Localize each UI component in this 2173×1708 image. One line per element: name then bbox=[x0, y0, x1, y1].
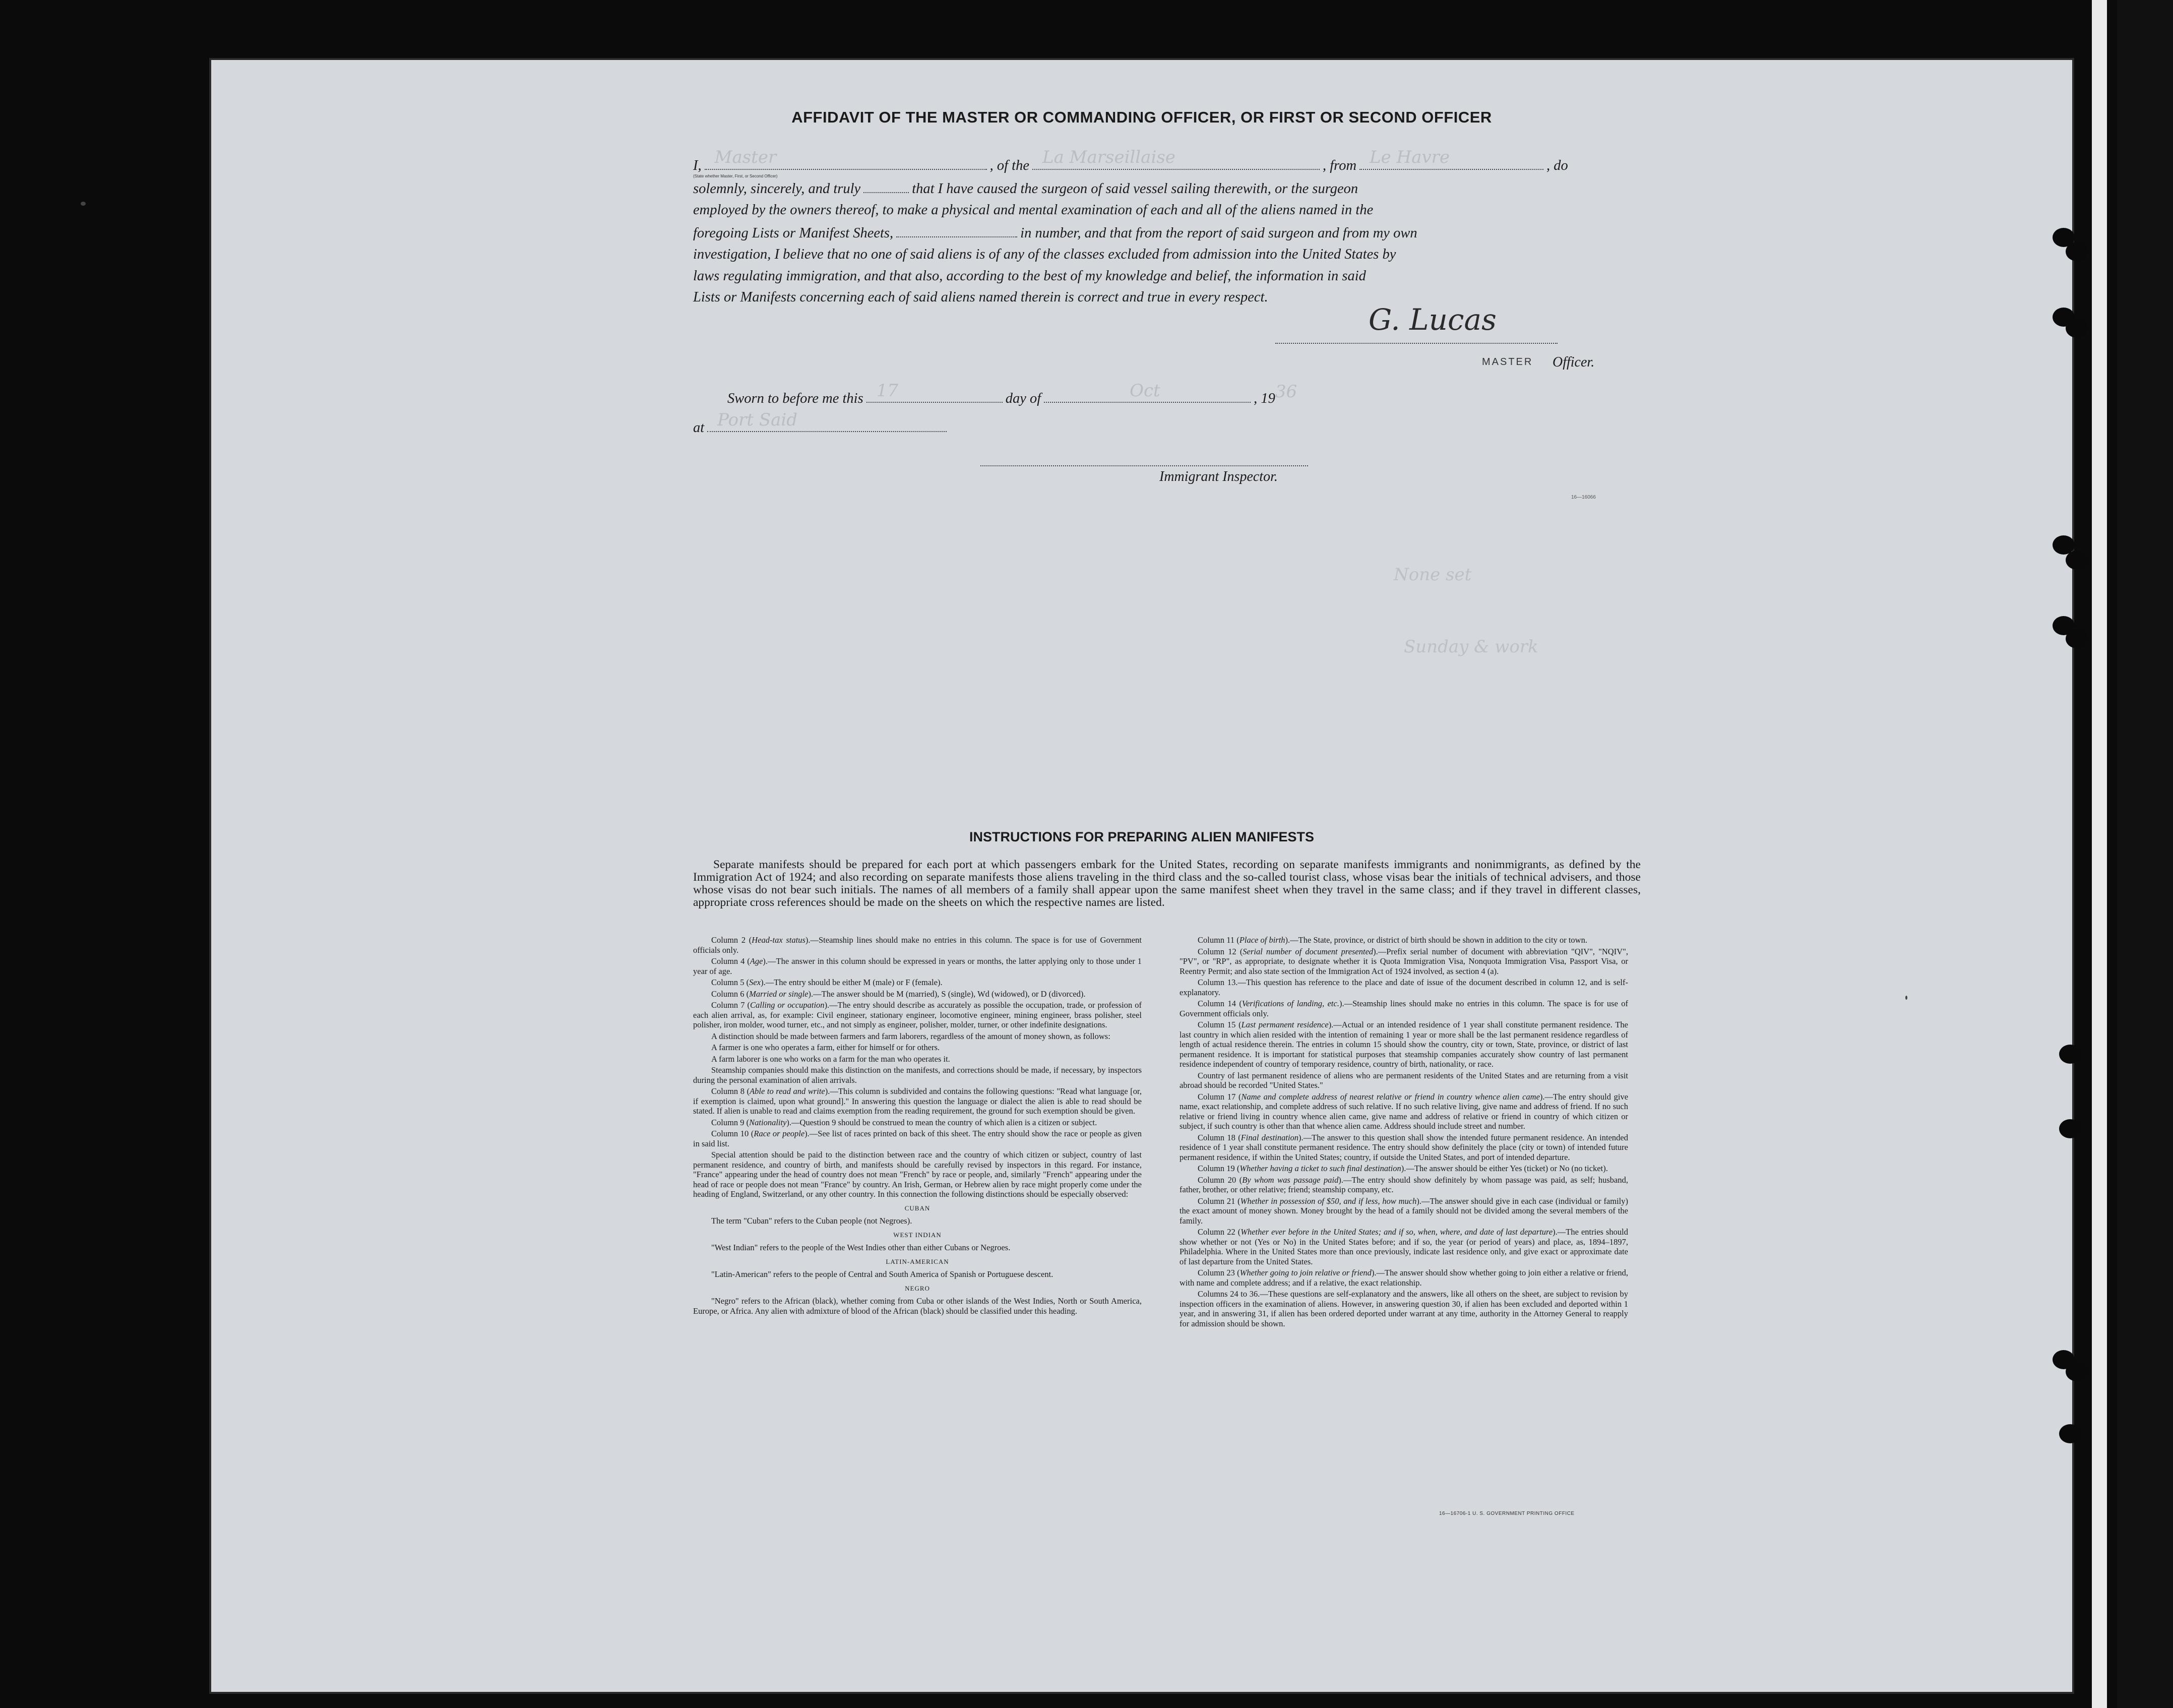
port-field bbox=[1359, 147, 1543, 170]
punch-hole bbox=[2059, 1424, 2081, 1443]
column-instruction bbox=[693, 956, 1142, 976]
column-text: ).—Question 9 should be construed to mean the country of which alien is a citizen or subject. bbox=[786, 1117, 1097, 1127]
column-text: ).—The entry should be either M (male) or F (female). bbox=[761, 978, 943, 987]
affidavit-line-2 bbox=[693, 177, 1641, 200]
scan-edge-stripe bbox=[2092, 0, 2107, 1708]
rank-handwriting: Master bbox=[714, 147, 777, 167]
sworn-text: Sworn to before me this bbox=[727, 391, 863, 406]
column-instruction bbox=[1179, 935, 1628, 945]
column-label: Head-tax status bbox=[752, 935, 805, 945]
dust-speck bbox=[81, 202, 86, 206]
manifest-page bbox=[209, 58, 2074, 1694]
affidavit-line-2-rest: that I have caused the surgeon of said vessel sailing therewith, or the surgeon bbox=[912, 180, 1358, 197]
affidavit-i: I, bbox=[693, 158, 702, 173]
port-handwriting: Le Havre bbox=[1370, 147, 1450, 167]
column-text: ).—Prefix serial number of document with abbreviation "QIV", "NQIV", "PV", or "RP", as appropriate, to designate whether it is Quota Immigration Visa, Nonquota Immigration Visa, Passport Visa, or Reentry Permit; and also state section of the Immigration Act of 1924 involved, as section 4 (a). bbox=[1179, 946, 1628, 976]
column-text: ).—The answer should give in each case (individual or family) the exact amount of money shown. Money brought by the head of a family should not be divided among the several members of the family. bbox=[1179, 1196, 1629, 1226]
column-label: Whether going to join relative or friend bbox=[1239, 1268, 1372, 1277]
sworn-line bbox=[727, 381, 1300, 407]
vessel-handwriting: La Marseillaise bbox=[1042, 147, 1175, 167]
instruction-paragraph: "Latin-American" refers to the people of Central and South America of Spanish or Portuguese descent. bbox=[711, 1269, 1053, 1279]
pencil-note-2: Sunday & work bbox=[1404, 637, 1538, 657]
column-instruction bbox=[1179, 1175, 1628, 1195]
column-lead: Column 9 ( bbox=[711, 1117, 750, 1127]
punch-hole bbox=[2066, 242, 2088, 261]
column-lead: Column 7 ( bbox=[711, 1000, 750, 1010]
day-of-text: day of bbox=[1005, 391, 1041, 406]
column-instruction bbox=[1179, 999, 1628, 1018]
at-line bbox=[693, 410, 950, 436]
column-text: ).—The answer should be M (married), S (single), Wd (widowed), or D (divorced). bbox=[808, 989, 1086, 999]
year-prefix: , 19 bbox=[1254, 391, 1275, 406]
column-label: Able to read and write bbox=[750, 1086, 825, 1096]
instructions-left-column bbox=[693, 935, 1142, 1317]
column-lead: Column 22 ( bbox=[1198, 1227, 1241, 1237]
column-lead: Column 2 ( bbox=[711, 935, 752, 945]
instruction-paragraph: A farmer is one who operates a farm, either for himself or for others. bbox=[711, 1043, 940, 1052]
instruction-paragraph: "West Indian" refers to the people of the West Indies other than either Cubans or Negroes. bbox=[711, 1243, 1011, 1252]
column-text: ).—The answer should be either Yes (ticket) or No (no ticket). bbox=[1401, 1164, 1608, 1173]
column-instruction bbox=[1179, 1020, 1628, 1069]
column-label: Name and complete address of nearest relative or friend in country whence alien came bbox=[1241, 1091, 1540, 1102]
affidavit-line-4 bbox=[693, 221, 1641, 245]
column-instruction bbox=[1179, 1196, 1628, 1226]
column-lead: Column 18 ( bbox=[1198, 1132, 1241, 1142]
section-heading: LATIN-AMERICAN bbox=[886, 1257, 949, 1265]
column-instruction bbox=[693, 1000, 1142, 1030]
month-handwriting: Oct bbox=[1130, 381, 1160, 401]
officer-word: Officer. bbox=[1553, 354, 1595, 370]
affidavit-title: AFFIDAVIT OF THE MASTER OR COMMANDING OFFICER, OR FIRST OR SECOND OFFICER bbox=[791, 108, 1492, 126]
column-lead: Column 11 ( bbox=[1198, 935, 1239, 945]
column-lead: Column 17 ( bbox=[1198, 1091, 1241, 1102]
form-code: 16—16066 bbox=[1571, 495, 1596, 500]
instruction-paragraph: The term "Cuban" refers to the Cuban people (not Negroes). bbox=[711, 1216, 912, 1226]
punch-hole bbox=[2066, 319, 2088, 338]
place-field bbox=[707, 410, 947, 432]
column-instruction bbox=[693, 1129, 1142, 1148]
vessel-field bbox=[1032, 147, 1320, 170]
place-handwriting: Port Said bbox=[717, 410, 798, 430]
affidavit-line-7: Lists or Manifests concerning each of said aliens named therein is correct and true in every respect. bbox=[693, 289, 1268, 305]
column-label: Sex bbox=[749, 978, 761, 987]
instructions-title: INSTRUCTIONS FOR PREPARING ALIEN MANIFESTS bbox=[969, 829, 1315, 844]
column-instruction bbox=[693, 989, 1142, 999]
affidavit-of-the: , of the bbox=[989, 158, 1029, 173]
affidavit-do: , do bbox=[1546, 158, 1568, 173]
instruction-paragraph: A farm laborer is one who works on a farm for the man who operates it. bbox=[711, 1054, 950, 1064]
column-label: Married or single bbox=[749, 989, 809, 999]
column-instruction bbox=[693, 1086, 1142, 1116]
instruction-paragraph: Column 13.—This question has reference to the place and date of issue of the document described in column 12, and is self-explanatory. bbox=[1179, 978, 1628, 997]
column-lead: Column 5 ( bbox=[711, 978, 750, 987]
column-text: ).—The entry should show definitely by whom passage was paid, as self; husband, father, brother, or other relative; friend; steamship company, etc. bbox=[1179, 1175, 1628, 1194]
column-text: ).—This column is subdivided and contains the following questions: "Read what language [or, if exemption is claimed, upon what ground]." In answering this question the language or dialect the alien is able to read should be stated. If alien is unable to read and claims exemption from the reading requirement, the ground for such exemption should be given. bbox=[693, 1086, 1142, 1116]
year-handwriting: 36 bbox=[1275, 382, 1297, 402]
rank-field bbox=[705, 147, 987, 170]
affidavit-line-1 bbox=[693, 147, 1641, 177]
affidavit-line-4-rest: in number, and that from the report of said surgeon and from my own bbox=[1020, 225, 1417, 241]
at-text: at bbox=[693, 420, 705, 436]
column-text: ).—The answer should show whether going to join either a relative or friend, with name and complete address; and if a relative, the exact relationship. bbox=[1179, 1268, 1628, 1288]
inspector-label: Immigrant Inspector. bbox=[1159, 469, 1278, 484]
officer-signature: G. Lucas bbox=[1369, 302, 1497, 337]
affidavit-line-5: investigation, I believe that no one of said aliens is of any of the classes excluded from admission into the United States by bbox=[693, 247, 1396, 262]
section-heading: NEGRO bbox=[905, 1284, 930, 1292]
punch-hole bbox=[2059, 1045, 2081, 1064]
column-instruction bbox=[1179, 1164, 1628, 1174]
instruction-paragraph: Columns 24 to 36.—These questions are self-explanatory and the answers, like all others on the sheet, are subject to revision by inspection officers in the examination of aliens. However, in answering question 30, if alien has been excluded and deported within 1 year, and in answering 31, if alien has been ordered deported under warrant at any time, authority in the Attorney General to reapply for admission should be shown. bbox=[1179, 1289, 1628, 1328]
instructions-right-column bbox=[1179, 935, 1628, 1330]
affidavit-from: , from bbox=[1323, 158, 1357, 173]
affidavit-line-3: employed by the owners thereof, to make a physical and mental examination of each and all of the aliens named in the bbox=[693, 202, 1374, 218]
column-label: Whether in possession of $50, and if less, how much bbox=[1240, 1196, 1417, 1206]
punch-hole bbox=[2059, 1119, 2081, 1138]
column-text: ).—Steamship lines should make no entries in this column. The space is for use of Government officials only. bbox=[693, 935, 1142, 955]
instruction-paragraph: Special attention should be paid to the distinction between race and the country of which citizen or subject, country of last permanent residence, and country of birth, and manifests should be carefully revised by inspectors in this regard. For instance, "France" appearing under the head of country does not mean "French" by race or people, and, similarly "French" appearing under the head of race or people does not mean "France" by country. An Irish, German, or Hebrew alien by race might properly come under the heading of England, Switzerland, or any other country. In this connection the following distinctions should be especially observed: bbox=[693, 1150, 1142, 1199]
day-field bbox=[866, 381, 1003, 403]
column-label: Nationality bbox=[749, 1117, 787, 1127]
column-text: ).—The entries should show whether or not (Yes or No) in the United States before; and if so, the year (or period of years) and place, as, 1894–1897, Philadelphia. Where in the United States more than once previously, indicate last residence only, and give exact or approximate date of last departure from the United States. bbox=[1179, 1227, 1628, 1266]
column-lead: Column 14 ( bbox=[1198, 999, 1242, 1008]
punch-hole bbox=[2066, 629, 2088, 648]
affidavit-line-6: laws regulating immigration, and that also, according to the best of my knowledge and belief, the information in said bbox=[693, 268, 1366, 284]
officer-signature-line bbox=[1275, 343, 1558, 344]
column-label: Last permanent residence bbox=[1241, 1020, 1329, 1029]
column-lead: Column 21 ( bbox=[1198, 1196, 1240, 1206]
pencil-note-1: None set bbox=[1394, 565, 1472, 585]
column-text: ).—Actual or an intended residence of 1 year shall constitute permanent residence. The last country in which alien resided with the intention of remaining 1 year or more shall be the last permanent residence regardless of length of actual residence therein. The entries in column 15 should show the country, city or town, State, province, or district of last permanent residence. It is important for statistical purposes that steamship companies accurately show country of last permanent residence independent of country of temporary residence, country of birth, nationality, or race. bbox=[1179, 1020, 1629, 1069]
column-lead: Column 20 ( bbox=[1198, 1175, 1243, 1185]
column-instruction bbox=[693, 1118, 1142, 1128]
column-label: Whether ever before in the United States; and if so, when, where, and date of last departure bbox=[1240, 1227, 1553, 1237]
instruction-paragraph: Country of last permanent residence of aliens who are permanent residents of the United States and are returning from a visit abroad should be recorded "United States." bbox=[1179, 1070, 1628, 1090]
instruction-paragraph: A distinction should be made between farmers and farm laborers, regardless of the amount of money shown, as follows: bbox=[711, 1031, 1110, 1041]
section-heading: WEST INDIAN bbox=[893, 1231, 942, 1239]
column-instruction bbox=[1179, 1268, 1628, 1288]
column-text: ).—The answer in this column should be expressed in years or months, the latter applying only to those under 1 year of age. bbox=[693, 956, 1142, 976]
dust-speck bbox=[1905, 996, 1907, 1000]
oath-field bbox=[863, 177, 909, 193]
column-text: ).—The entry should describe as accurately as possible the occupation, trade, or profession of each alien arrival, as, for example: Civil engineer, stationary engineer, locomotive engineer, mining engineer, brass polisher, steel polisher, iron molder, wood turner, etc., and not simply as engineer, polisher, molder, turner, or other indefinite designations. bbox=[693, 1000, 1142, 1029]
state-rank-note: (State whether Master, First, or Second Officer) bbox=[693, 174, 778, 178]
printing-office-code: 16—16706-1 U. S. GOVERNMENT PRINTING OFFICE bbox=[1439, 1511, 1575, 1516]
instruction-paragraph: Steamship companies should make this distinction on the manifests, and corrections should be made, if necessary, by inspectors during the personal examination of alien arrivals. bbox=[693, 1065, 1142, 1085]
column-label: Place of birth bbox=[1239, 935, 1285, 945]
number-field bbox=[896, 221, 1017, 237]
column-label: Serial number of document presented bbox=[1243, 946, 1374, 956]
master-label: MASTER bbox=[1482, 356, 1533, 368]
column-label: Calling or occupation bbox=[750, 1000, 825, 1010]
section-heading: CUBAN bbox=[904, 1204, 930, 1212]
month-field bbox=[1044, 381, 1251, 403]
affidavit-foregoing: foregoing Lists or Manifest Sheets, bbox=[693, 225, 894, 241]
instruction-paragraph: "Negro" refers to the African (black), whether coming from Cuba or other islands of the West Indies, North or South America, Europe, or Africa. Any alien with admixture of blood of the African (black) should be classified under this heading. bbox=[693, 1296, 1142, 1316]
column-instruction bbox=[1179, 1227, 1628, 1266]
column-lead: Column 4 ( bbox=[711, 956, 750, 966]
column-text: ).—The answer to this question shall show the intended future permanent residence. An intended residence of 1 year shall constitute permanent residence. The entry should show definitely the place (city or town) of intended future permanent residence, if within the United States; country, if outside the United States, and port of intended departure. bbox=[1179, 1132, 1628, 1162]
column-lead: Column 15 ( bbox=[1198, 1020, 1241, 1029]
punch-hole bbox=[2066, 551, 2088, 570]
column-instruction bbox=[1179, 1133, 1628, 1163]
column-lead: Column 12 ( bbox=[1198, 946, 1243, 956]
column-text: ).—The State, province, or district of birth should be shown in addition to the city or town. bbox=[1285, 935, 1587, 945]
scan-right-edge bbox=[2117, 0, 2173, 1708]
instructions-intro: Separate manifests should be prepared for each port at which passengers embark for the United States, recording on separate manifests immigrants and nonimmigrants, as defined by the Immigration Act of 1924; and also recording on separate manifests those aliens traveling in the third class and the so-called tourist class, whose visas bear the initials of technical advisers, and those whose visas do not bear such initials. The names of all members of a family shall appear upon the same manifest sheet when they travel in the same class; and if they travel in different classes, appropriate cross references should be made on the sheets on which the respective names are listed. bbox=[693, 858, 1641, 909]
column-label: Whether having a ticket to such final destination bbox=[1239, 1164, 1401, 1173]
column-lead: Column 19 ( bbox=[1198, 1164, 1240, 1173]
column-label: Verifications of landing, etc. bbox=[1241, 999, 1339, 1008]
column-lead: Column 23 ( bbox=[1198, 1268, 1240, 1277]
column-text: ).—The entry should give name, exact relationship, and complete address of such relative. If no such relative living, give name and address of friend. If no such relative or friend living in country whence alien came, give name and address of relative or friend in country of which citizen or subject, if such country is other than that whence alien came. Address should include street and number. bbox=[1179, 1091, 1629, 1131]
column-label: Race or people bbox=[754, 1129, 805, 1138]
column-lead: Column 6 ( bbox=[711, 989, 750, 999]
column-text: ).—See list of races printed on back of this sheet. The entry should show the race or people as given in said list. bbox=[693, 1129, 1142, 1148]
column-instruction bbox=[1179, 947, 1628, 977]
column-label: Age bbox=[750, 956, 763, 966]
affidavit-solemnly: solemnly, sincerely, and truly bbox=[693, 180, 861, 197]
column-instruction bbox=[693, 935, 1142, 955]
column-label: By whom was passage paid bbox=[1242, 1175, 1339, 1185]
column-instruction bbox=[1179, 1092, 1628, 1131]
punch-hole bbox=[2066, 1362, 2088, 1381]
column-lead: Column 8 ( bbox=[711, 1086, 750, 1096]
column-instruction bbox=[693, 978, 1142, 988]
inspector-signature-line bbox=[980, 465, 1308, 466]
column-label: Final destination bbox=[1240, 1132, 1299, 1142]
column-lead: Column 10 ( bbox=[711, 1129, 754, 1138]
affidavit-body bbox=[693, 147, 1641, 309]
column-text: ).—Steamship lines should make no entries in this column. The space is for use of Government officials only. bbox=[1179, 999, 1628, 1018]
day-handwriting: 17 bbox=[876, 381, 898, 401]
